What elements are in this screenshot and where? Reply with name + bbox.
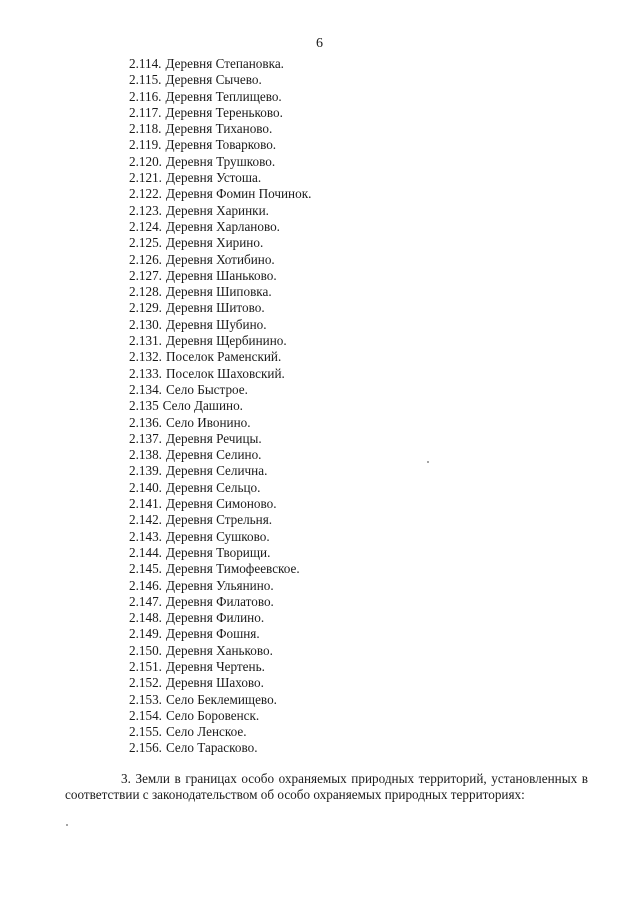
list-item-text: Поселок Шаховский. <box>165 365 285 381</box>
list-item <box>129 349 311 365</box>
list-item-text: Деревня Товарково. <box>165 137 277 153</box>
list-item-number: 2.142. <box>129 512 162 528</box>
list-item-number: 2.147. <box>129 593 162 609</box>
list-item <box>129 268 311 284</box>
list-item-text: Деревня Сушково. <box>165 528 270 544</box>
list-item-number: 2.117. <box>129 104 162 120</box>
list-item-number: 2.120. <box>129 153 162 169</box>
list-item-text: Село Беклемищево. <box>165 691 277 707</box>
list-item-text: Село Быстрое. <box>165 381 248 397</box>
list-item <box>129 252 311 268</box>
list-item-text: Деревня Устоша. <box>165 170 262 186</box>
list-item-text: Деревня Хотибино. <box>165 251 275 267</box>
list-item-number: 2.150. <box>129 642 162 658</box>
list-item-text: Деревня Филатово. <box>165 593 274 609</box>
list-item-text: Деревня Сычево. <box>165 72 262 88</box>
list-item <box>129 512 311 528</box>
list-item <box>129 121 311 137</box>
list-item-number: 2.128. <box>129 284 162 300</box>
list-item-text: Деревня Сельцо. <box>165 479 261 495</box>
list-item-text: Деревня Щербинино. <box>165 333 287 349</box>
list-item-number: 2.139. <box>129 463 162 479</box>
list-item-text: Деревня Симоново. <box>165 496 277 512</box>
list-item <box>129 203 311 219</box>
list-item <box>129 317 311 333</box>
list-item-number: 2.140. <box>129 479 162 495</box>
list-item <box>129 137 311 153</box>
list-item-number: 2.132. <box>129 349 162 365</box>
list-item-text: Деревня Степановка. <box>165 56 284 71</box>
list-item <box>129 89 311 105</box>
list-item-number: 2.154. <box>129 707 162 723</box>
list-item-number: 2.152. <box>129 675 162 691</box>
list-item <box>129 708 311 724</box>
list-item-text: Деревня Филино. <box>165 610 265 626</box>
list-item-number: 2.129. <box>129 300 162 316</box>
list-item-number: 2.115. <box>129 72 162 88</box>
list-item-text: Деревня Харинки. <box>165 202 269 218</box>
settlement-list <box>129 56 311 757</box>
list-item <box>129 72 311 88</box>
list-item-text: Деревня Шубино. <box>165 316 267 332</box>
list-item-number: 2.118. <box>129 121 162 137</box>
list-item <box>129 578 311 594</box>
list-item <box>129 235 311 251</box>
list-item <box>129 56 311 72</box>
list-item-text: Деревня Шахово. <box>165 675 264 691</box>
list-item-number: 2.156. <box>129 740 162 756</box>
list-item-text: Деревня Тереньково. <box>165 104 283 120</box>
section-3-paragraph: 3. Земли в границах особо охраняемых природных территорий, установленных в соответствии с законодательством об особо охраняемых природных территориях: <box>65 771 588 803</box>
list-item-number: 2.133. <box>129 365 162 381</box>
list-item-number: 2.127. <box>129 267 162 283</box>
list-item <box>129 105 311 121</box>
list-item <box>129 724 311 740</box>
list-item-text: Деревня Трушково. <box>165 153 276 169</box>
list-item-number: 2.126. <box>129 251 162 267</box>
list-item <box>129 170 311 186</box>
list-item-number: 2.141. <box>129 496 162 512</box>
list-item-number: 2.144. <box>129 544 162 560</box>
list-item <box>129 643 311 659</box>
list-item-number: 2.131. <box>129 333 162 349</box>
list-item <box>129 561 311 577</box>
page-number: 6 <box>316 36 323 51</box>
list-item <box>129 300 311 316</box>
list-item-text: Деревня Селична. <box>165 463 268 479</box>
list-item-text: Деревня Чертень. <box>165 658 265 674</box>
list-item <box>129 186 311 202</box>
list-item-text: Деревня Теплищево. <box>165 88 282 104</box>
list-item-text: Деревня Фошня. <box>165 626 260 642</box>
list-item <box>129 529 311 545</box>
list-item-text: Село Ивонино. <box>165 414 251 430</box>
list-item-number: 2.153. <box>129 691 162 707</box>
list-item-number: 2.155. <box>129 724 162 740</box>
list-item <box>129 431 311 447</box>
list-item-text: Село Дашино. <box>162 398 243 414</box>
list-item-number: 2.130. <box>129 316 162 332</box>
list-item <box>129 284 311 300</box>
list-item-text: Село Тарасково. <box>165 740 258 756</box>
list-item <box>129 496 311 512</box>
list-item <box>129 219 311 235</box>
list-item-text: Деревня Харланово. <box>165 218 280 234</box>
list-item-text: Деревня Ульянино. <box>165 577 274 593</box>
list-item-number: 2.134. <box>129 381 162 397</box>
list-item-number: 2.137. <box>129 430 162 446</box>
list-item-number: 2.143. <box>129 528 162 544</box>
list-item <box>129 692 311 708</box>
list-item <box>129 610 311 626</box>
list-item-number: 2.114. <box>129 56 162 71</box>
list-item-text: Деревня Фомин Починок. <box>165 186 312 202</box>
list-item-text: Деревня Хирино. <box>165 235 264 251</box>
list-item-number: 2.121. <box>129 170 162 186</box>
list-item-text: Деревня Шитово. <box>165 300 265 316</box>
list-item <box>129 382 311 398</box>
list-item-text: Село Ленское. <box>165 724 247 740</box>
list-item-number: 2.116. <box>129 88 162 104</box>
list-item <box>129 415 311 431</box>
list-item <box>129 659 311 675</box>
list-item-text: Деревня Тимофеевское. <box>165 561 300 577</box>
list-item-text: Поселок Раменский. <box>165 349 282 365</box>
list-item <box>129 154 311 170</box>
list-item-number: 2.123. <box>129 202 162 218</box>
list-item-text: Деревня Селино. <box>165 447 262 463</box>
list-item-text: Деревня Ханьково. <box>165 642 273 658</box>
list-item <box>129 675 311 691</box>
list-item-text: Деревня Творищи. <box>165 544 271 560</box>
list-item-number: 2.125. <box>129 235 162 251</box>
list-item-text: Деревня Шиповка. <box>165 284 272 300</box>
list-item-text: Деревня Тиханово. <box>165 121 273 137</box>
list-item-number: 2.149. <box>129 626 162 642</box>
list-item <box>129 333 311 349</box>
list-item-text: Село Боровенск. <box>165 707 260 723</box>
list-item <box>129 740 311 756</box>
list-item <box>129 366 311 382</box>
list-item <box>129 447 311 463</box>
list-item <box>129 480 311 496</box>
list-item-number: 2.124. <box>129 218 162 234</box>
list-item-number: 2.119. <box>129 137 162 153</box>
list-item-number: 2.151. <box>129 658 162 674</box>
list-item <box>129 545 311 561</box>
list-item <box>129 594 311 610</box>
list-item <box>129 626 311 642</box>
list-item-text: Деревня Речицы. <box>165 430 262 446</box>
list-item-number: 2.138. <box>129 447 162 463</box>
list-item-text: Деревня Стрельня. <box>165 512 273 528</box>
list-item-number: 2.135 <box>129 398 159 414</box>
list-item-number: 2.148. <box>129 610 162 626</box>
scan-speck <box>427 461 429 463</box>
list-item <box>129 398 311 414</box>
list-item-number: 2.136. <box>129 414 162 430</box>
scan-speck <box>66 824 68 826</box>
list-item-text: Деревня Шаньково. <box>165 267 277 283</box>
list-item-number: 2.122. <box>129 186 162 202</box>
list-item-number: 2.146. <box>129 577 162 593</box>
list-item <box>129 463 311 479</box>
list-item-number: 2.145. <box>129 561 162 577</box>
